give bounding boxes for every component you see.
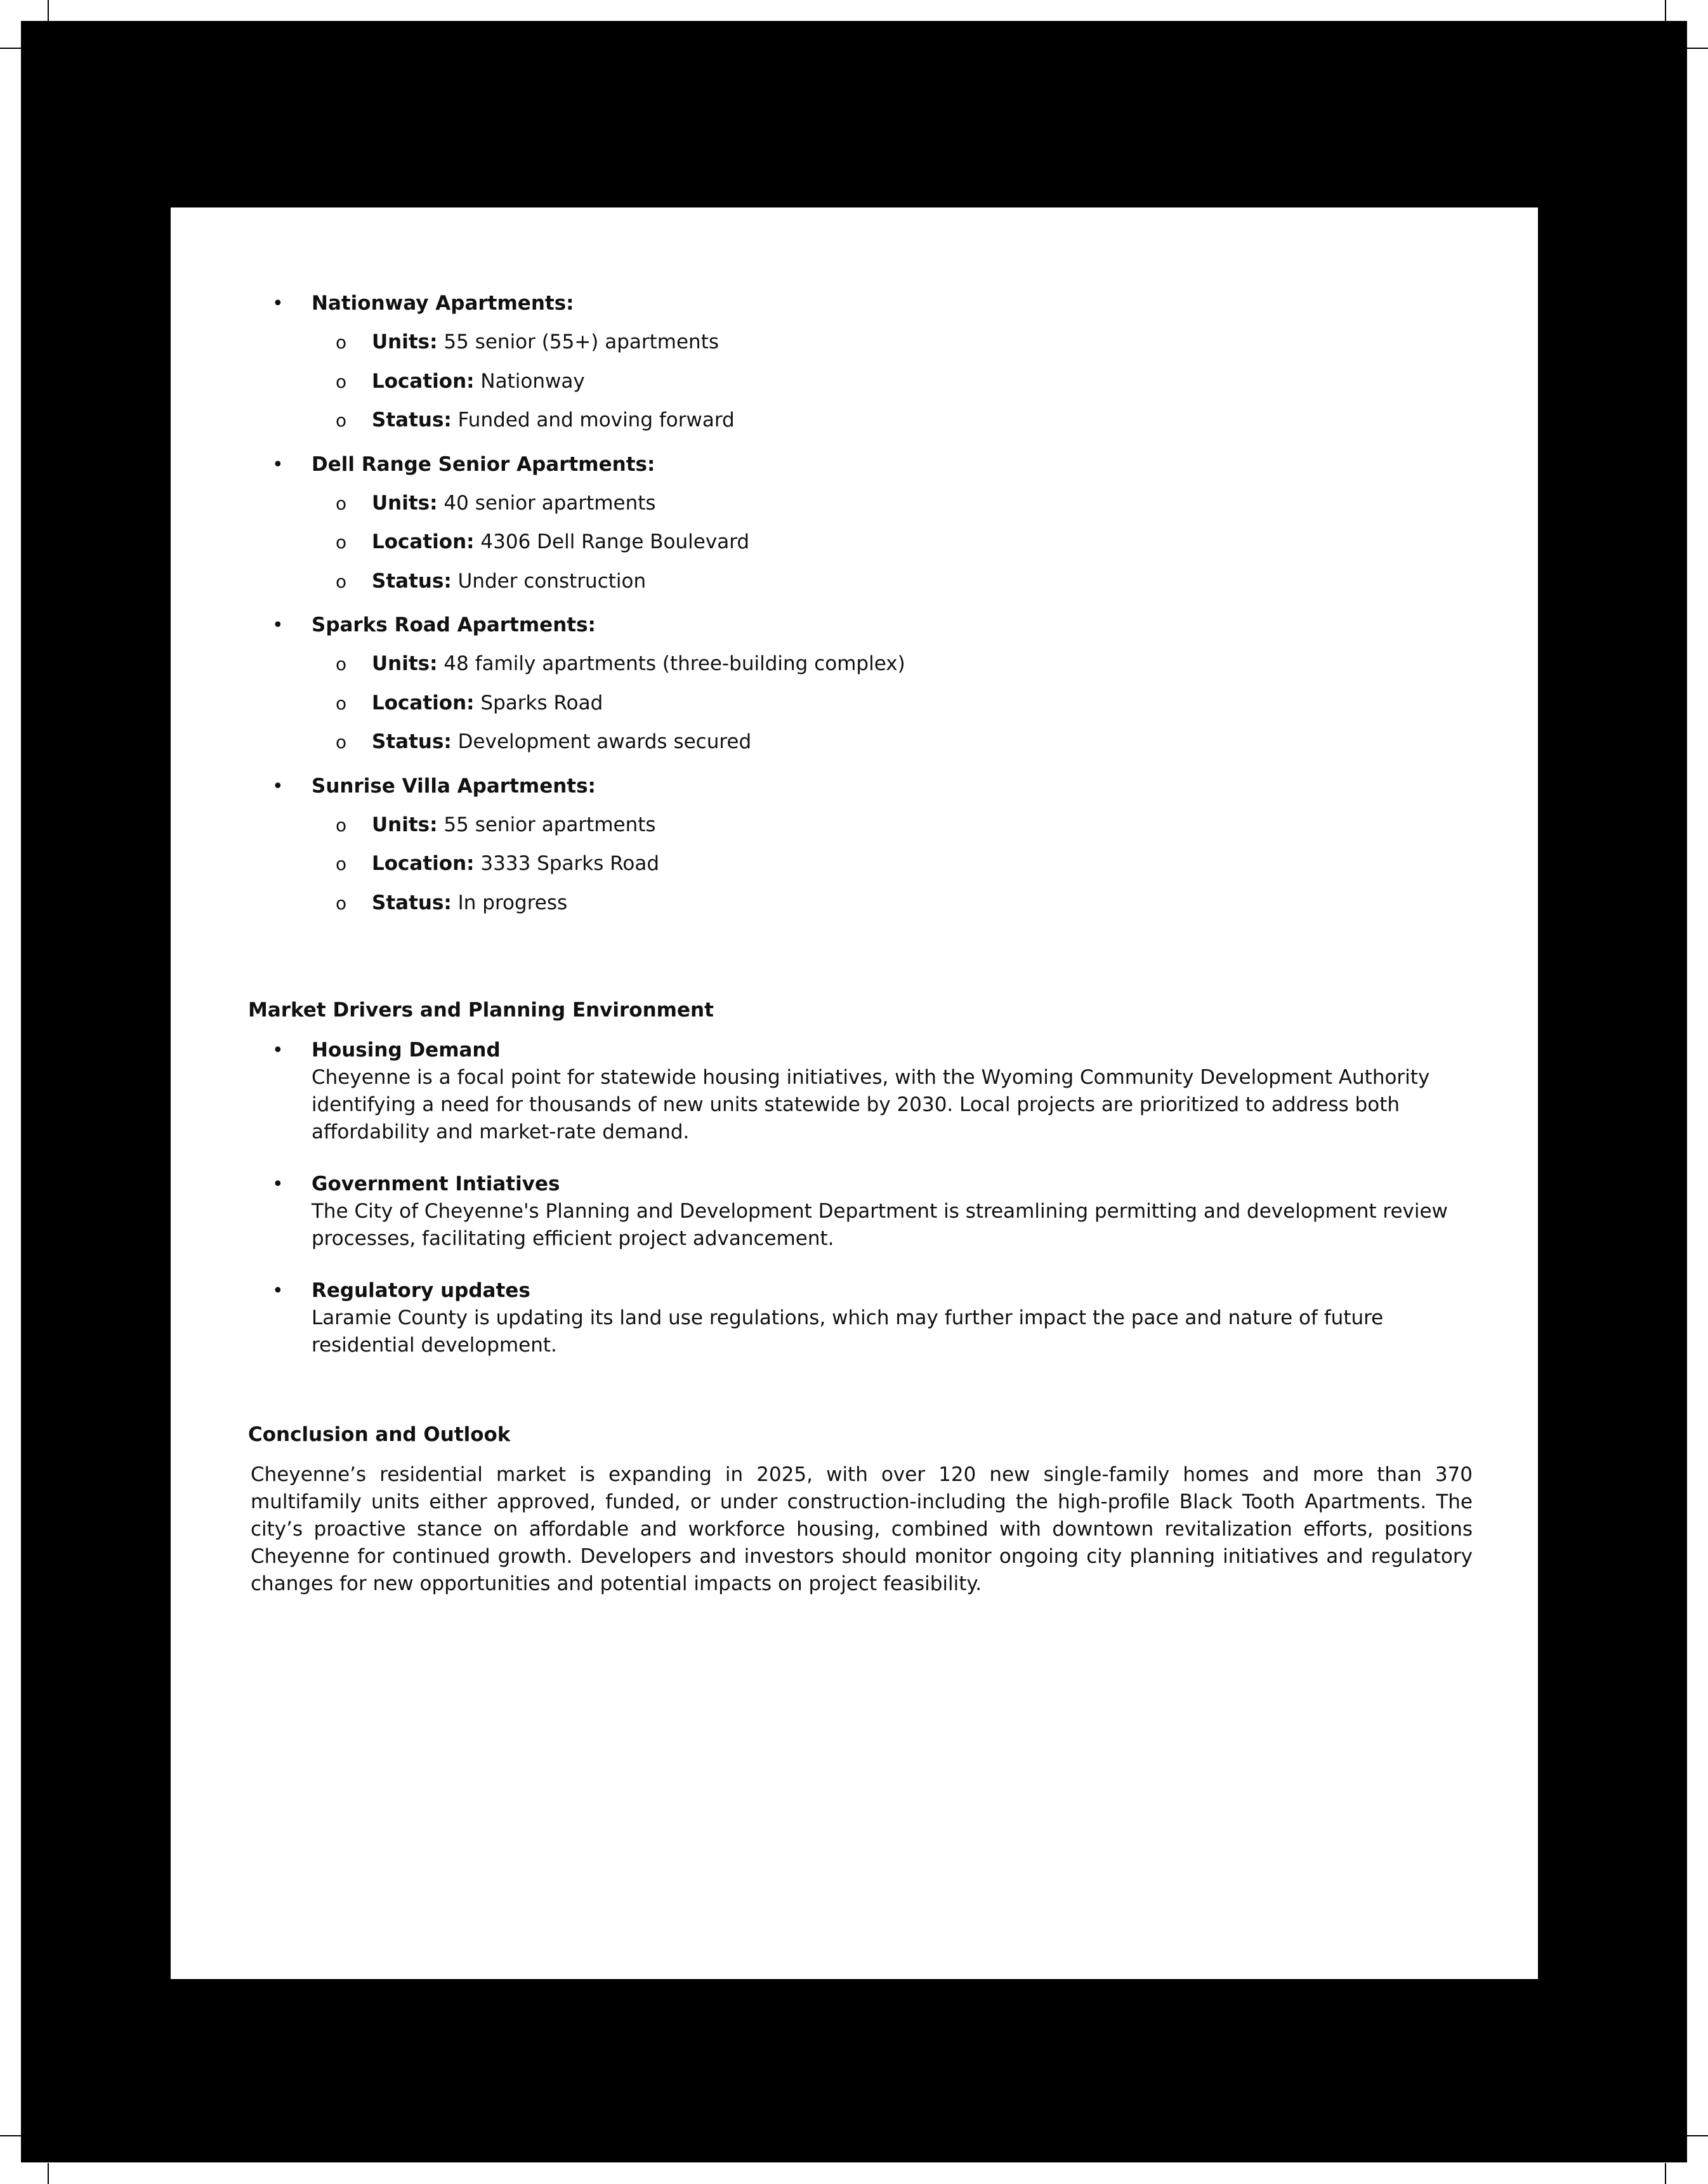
crop-mark-bottom-left-h (0, 2135, 21, 2136)
document-page (171, 207, 1538, 1979)
driver-item (248, 1277, 1473, 1359)
hollow-bullet-icon: o (336, 814, 347, 836)
detail-label: Location: (372, 369, 475, 393)
property-item (248, 290, 1473, 446)
detail-item (312, 650, 1473, 690)
hollow-bullet-icon: o (336, 692, 347, 714)
bullet-icon: • (272, 1280, 284, 1302)
crop-mark-bottom-right-v (1665, 2163, 1666, 2184)
property-details (312, 650, 1473, 768)
detail-value: 48 family apartments (three-building complex) (437, 652, 905, 675)
detail-item (312, 728, 1473, 768)
crop-mark-top-left-h (0, 48, 21, 49)
property-name: Nationway Apartments: (312, 292, 574, 315)
detail-item (312, 890, 1473, 929)
detail-item (312, 368, 1473, 407)
bullet-icon: • (272, 1173, 284, 1195)
detail-value: Funded and moving forward (451, 409, 735, 431)
crop-mark-top-right-v (1665, 0, 1666, 21)
detail-label: Status: (372, 730, 452, 753)
market-drivers-list (248, 1037, 1473, 1359)
bullet-icon: • (272, 775, 284, 798)
property-item (248, 773, 1473, 929)
detail-item (312, 568, 1473, 607)
detail-label: Units: (372, 331, 438, 353)
detail-item (312, 690, 1473, 729)
detail-item (312, 850, 1473, 890)
conclusion-heading: Conclusion and Outlook (248, 1423, 511, 1446)
detail-value: In progress (451, 891, 568, 914)
detail-item (312, 490, 1473, 529)
property-item (248, 451, 1473, 607)
crop-mark-top-left-v (48, 0, 49, 21)
detail-label: Status: (372, 409, 452, 431)
detail-value: 40 senior apartments (437, 491, 656, 515)
detail-value: Development awards secured (451, 730, 752, 753)
hollow-bullet-icon: o (336, 654, 347, 674)
detail-value: Sparks Road (474, 691, 603, 714)
detail-label: Location: (372, 691, 475, 714)
hollow-bullet-icon: o (336, 570, 347, 592)
property-item (248, 612, 1473, 768)
hollow-bullet-icon: o (336, 492, 347, 514)
bullet-icon: • (272, 1039, 284, 1062)
detail-label: Status: (372, 569, 452, 593)
detail-label: Status: (372, 891, 452, 914)
crop-mark-bottom-left-v (48, 2163, 49, 2184)
property-name: Sunrise Villa Apartments: (312, 774, 596, 798)
hollow-bullet-icon: o (336, 532, 347, 553)
detail-value: 4306 Dell Range Boulevard (474, 530, 750, 553)
property-name: Dell Range Senior Apartments: (312, 452, 655, 476)
hollow-bullet-icon: o (336, 892, 347, 914)
bullet-icon: • (272, 293, 284, 315)
driver-title: Government Intiatives (312, 1173, 560, 1195)
detail-value: Under construction (451, 569, 647, 593)
bullet-icon: • (272, 453, 284, 476)
property-details (312, 812, 1473, 929)
driver-item (248, 1037, 1473, 1146)
driver-body: Laramie County is updating its land use regulations, which may further impact the pace and nature of future residential development. (312, 1306, 1384, 1357)
driver-title: Regulatory updates (312, 1279, 530, 1302)
property-list (248, 290, 1473, 928)
detail-value: 55 senior (55+) apartments (437, 331, 719, 353)
detail-value: 3333 Sparks Road (474, 852, 660, 875)
detail-item (312, 812, 1473, 851)
driver-item (248, 1171, 1473, 1253)
bullet-icon: • (272, 614, 284, 636)
detail-item (312, 407, 1473, 446)
driver-body: The City of Cheyenne's Planning and Development Department is streamlining permitting and development review processes, facilitating efficient project advancement. (312, 1200, 1448, 1250)
detail-value: 55 senior apartments (437, 813, 656, 836)
hollow-bullet-icon: o (336, 410, 347, 431)
property-details (312, 490, 1473, 607)
crop-mark-top-right-h (1687, 48, 1708, 49)
driver-title: Housing Demand (312, 1039, 501, 1062)
crop-mark-bottom-right-h (1687, 2135, 1708, 2136)
detail-label: Units: (372, 813, 438, 836)
property-details (312, 329, 1473, 446)
market-drivers-heading: Market Drivers and Planning Environment (248, 999, 714, 1022)
detail-label: Location: (372, 530, 475, 553)
hollow-bullet-icon: o (336, 732, 347, 753)
detail-label: Units: (372, 652, 438, 675)
detail-value: Nationway (474, 369, 585, 393)
driver-body: Cheyenne is a focal point for statewide housing initiatives, with the Wyoming Community Development Authority identifying a need for thousands of new units statewide by 2030. Local projects are prioritized to address both affordability and market-rate demand. (312, 1066, 1430, 1143)
hollow-bullet-icon: o (336, 332, 347, 353)
hollow-bullet-icon: o (336, 371, 347, 392)
hollow-bullet-icon: o (336, 853, 347, 874)
page-content (248, 290, 1473, 1598)
detail-item (312, 529, 1473, 568)
detail-label: Units: (372, 491, 438, 515)
property-name: Sparks Road Apartments: (312, 614, 596, 636)
conclusion-body: Cheyenne’s residential market is expanding in 2025, with over 120 new single-family homes and more than 370 multifamily units either approved, funded, or under construction-including the high-profile Black Tooth Apartments. The city’s proactive stance on affordable and workforce housing, combined with downtown revitalization efforts, positions Cheyenne for continued growth. Developers and investors should monitor ongoing city planning initiatives and regulatory changes for new opportunities and potential impacts on project feasibility. (251, 1463, 1473, 1595)
detail-item (312, 329, 1473, 368)
detail-label: Location: (372, 852, 475, 875)
